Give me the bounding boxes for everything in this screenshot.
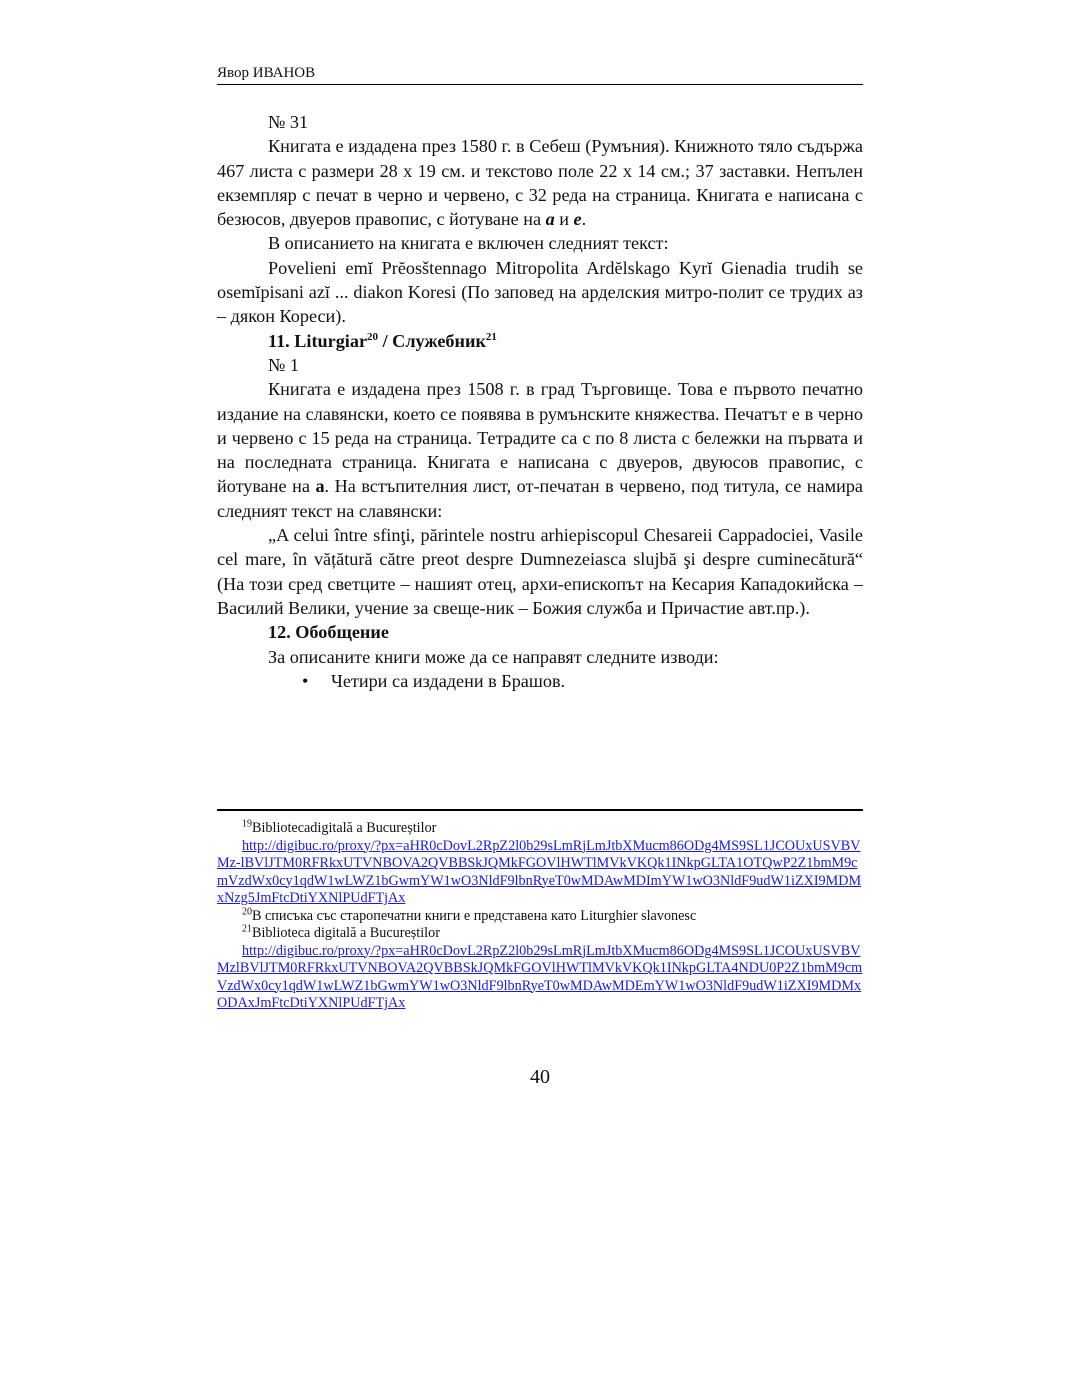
bullet-icon: • — [302, 670, 309, 691]
footnote-text: В списъка със старопечатни книги е представена като Liturghier slavonesc — [252, 907, 697, 924]
page-number: 40 — [530, 1066, 550, 1088]
footnote-text: Biblioteca digitală a Bucureștilor — [252, 925, 440, 941]
running-head: Явор ИВАНОВ — [217, 64, 863, 85]
section-heading-summary: 12. Обобщение — [268, 622, 389, 643]
summary-intro: За описаните книги може да се направят следните изводи: — [268, 646, 719, 667]
footnote-mark: 19 — [242, 818, 252, 830]
entry-description — [217, 377, 863, 523]
entry-description-text: Книгата е издадена през 1580 г. в Себеш (Румъния). Книжното тяло съдържа 467 листа с размери 28 x 19 см. и текстово поле 22 x 14 см.; 37 заставки. Непълен екземпляр с печат в черно и червено, с 32 реда на страница. Книгата е написана с безюсов, двуеров правопис, с йотуване на — [217, 136, 863, 230]
footnote-19 — [217, 820, 863, 838]
footnote-ref-21[interactable]: 21 — [485, 330, 497, 343]
period: . — [581, 209, 587, 230]
conjunction: и — [554, 209, 574, 230]
letter-a: а — [315, 476, 325, 497]
heading-part-b: / Служебник — [378, 330, 486, 351]
footnote-divider — [217, 809, 863, 811]
entry-text-intro: В описанието на книгата е включен следният текст: — [268, 233, 669, 254]
list-item-text: Четири са издадени в Брашов. — [331, 670, 566, 691]
entry-description-text: Книгата е издадена през 1508 г. в град Търговище. Това е първото печатно издание на славянски, което се появява в румънските княжества. Печатът е в черно и червено с 15 реда на страница. Тетрадите са с по 8 листа с бележки на първата и на последната страница. Книгата е написана с двуеров, двуюсов правопис, с йотуване на — [217, 379, 863, 497]
entry-number: № 1 — [268, 354, 299, 375]
footnote-mark: 21 — [242, 923, 252, 935]
footnote-19-link[interactable]: http://digibuc.ro/proxy/?px=aHR0cDovL2RpZ2l0b29sLmRjLmJtbXMucm86ODg4MS9SL1JCOUxUSVBVMz-lBVlJTM0RFRkxUTVNBOVA2QVBBSkJQMkFGOVlHWTlMVkVKQk1INkpGLTA1OTQwP2Z1bmM9cmVzdWx0cy1qdW1wLWZ1bGwmYW1wO3NldF9lbnRyeT0wMDAwMDImYW1wO3NldF9udW1iZXI9MDMxNzg5JmFtcDtiYXNlPUdFTjAx — [217, 837, 862, 906]
letter-e: е — [573, 209, 582, 230]
footnote-mark: 20 — [242, 905, 252, 917]
heading-part-a: 11. Liturgiar — [268, 330, 368, 351]
section-heading-liturgiar — [217, 329, 863, 353]
list-item — [217, 669, 863, 693]
entry-description-text-cont: . На встъпителния лист, от-печатан в червено, под титула, се намира следният текст на славянски: — [217, 476, 864, 521]
entry-quote: „A celui între sfinţi, părintele nostru arhiepiscopul Chesareii Cappadociei, Vasile cel mare, în vățătură către preot despre Dumnezeiasca slujbă şi despre cuminecătură“ (На този сред светците – нашият отец, архи-епископът на Кесария Кападокийска – Василий Велики, учение за свеще-ник – Божия служба и Причастие авт.пр.). — [217, 525, 863, 618]
footnotes — [217, 820, 863, 1013]
entry-number: № 31 — [268, 112, 309, 132]
entry-quote: Povelieni emĭ Prĕosštennago Mitropolita Ardĕlskago Kyrĭ Gienadia trudih se osemĭpisani azĭ ... diakon Koresi (По заповед на арделския митро-полит се трудих аз – дякон Кореси). — [217, 257, 863, 327]
body-text — [217, 110, 863, 693]
footnote-20 — [217, 905, 863, 926]
footnote-ref-20[interactable]: 20 — [367, 330, 379, 343]
footnote-text: Bibliotecadigitală a Bucureștilor — [252, 820, 437, 836]
letter-a: а — [545, 209, 555, 230]
footnote-21-link[interactable]: http://digibuc.ro/proxy/?px=aHR0cDovL2RpZ2l0b29sLmRjLmJtbXMucm86ODg4MS9SL1JCOUxUSVBVMzlBVlJTM0RFRkxUTVNBOVA2QVBBSkJQMkFGOVlHWTlMVkVKQk1INkpGLTA4NDU0P2Z1bmM9cmVzdWx0cy1qdW1wLWZ1bGwmYW1wO3NldF9lbnRyeT0wMDAwMDEmYW1wO3NldF9udW1iZXI9MDMxODAxJmFtcDtiYXNlPUdFTjAx — [217, 942, 863, 1011]
footnote-21 — [217, 925, 863, 943]
entry-description — [217, 134, 863, 231]
